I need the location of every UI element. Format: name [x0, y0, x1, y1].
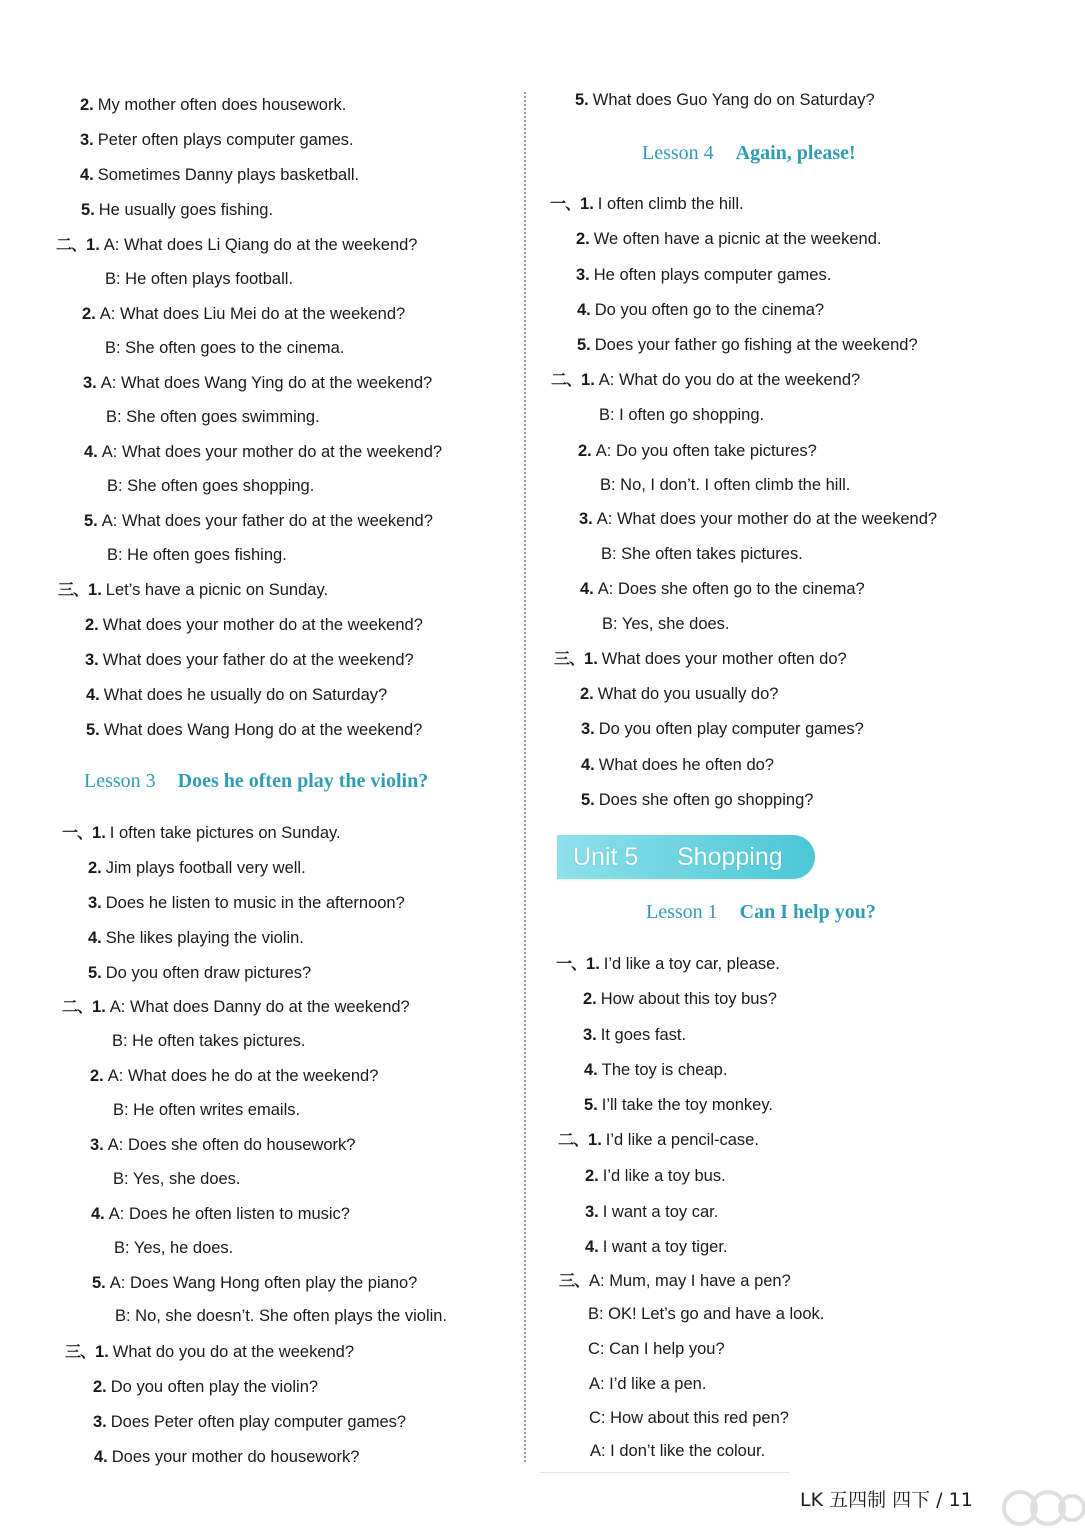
unit-title: Shopping [677, 843, 783, 871]
answer-line: B: He often plays football. [105, 270, 294, 288]
watermark-logo-icon [1000, 1480, 1085, 1536]
answer-line: B: She often goes to the cinema. [105, 339, 345, 357]
column-divider [524, 92, 526, 1462]
answer-line: 3. A: What does your mother do at the weekend? [579, 510, 938, 528]
answer-line: 5. Does she often go shopping? [581, 791, 814, 809]
answer-line: 3. Does he listen to music in the afternoon? [88, 894, 405, 912]
answer-line: 4. A: Does she often go to the cinema? [580, 580, 865, 598]
answer-line: 4. Do you often go to the cinema? [577, 301, 825, 319]
answer-line: 5. A: What does your father do at the weekend? [84, 512, 433, 530]
answer-line: 5. A: Does Wang Hong often play the piano? [92, 1274, 418, 1292]
section-line: 一、1. I often climb the hill. [550, 194, 744, 213]
answer-line: 3. A: What does Wang Ying do at the weekend? [83, 374, 433, 392]
section-line: 二、1. A: What does Li Qiang do at the weekend? [56, 235, 418, 254]
answer-line: 2. We often have a picnic at the weekend. [576, 230, 882, 248]
answer-line: B: Yes, she does. [602, 615, 730, 633]
answer-line: 4. Does your mother do housework? [94, 1448, 360, 1466]
answer-line: C: Can I help you? [588, 1340, 725, 1358]
answer-line: 2. How about this toy bus? [583, 990, 777, 1008]
answer-line: 2. Jim plays football very well. [88, 859, 306, 877]
answer-line: 2. I’d like a toy bus. [585, 1167, 726, 1185]
lesson-4-heading: Lesson 4 Again, please! [642, 142, 856, 164]
section-line: 一、1. I’d like a toy car, please. [556, 954, 780, 973]
answer-line: 3. Does Peter often play computer games? [93, 1413, 407, 1431]
answer-line: 2. Do you often play the violin? [93, 1378, 319, 1396]
answer-line: 2. My mother often does housework. [80, 96, 347, 114]
answer-line: 5. Does your father go fishing at the weekend? [577, 336, 918, 354]
answer-line: 4. What does he often do? [581, 756, 774, 774]
answer-line: 4. She likes playing the violin. [88, 929, 304, 947]
answer-line: B: She often goes swimming. [106, 408, 320, 426]
unit-label: Unit 5 [573, 843, 639, 871]
answer-line: B: Yes, she does. [113, 1170, 241, 1188]
answer-line: 2. What does your mother do at the weekend? [85, 616, 423, 634]
answer-line: B: He often writes emails. [113, 1101, 301, 1119]
answer-line: 3. Peter often plays computer games. [80, 131, 354, 149]
answer-line: 4. A: Does he often listen to music? [91, 1205, 350, 1223]
answer-line: B: He often takes pictures. [112, 1032, 306, 1050]
answer-line: B: I often go shopping. [599, 406, 765, 424]
page-footer: LK 五四制 四下 / 11 [800, 1489, 973, 1511]
answer-line: C: How about this red pen? [589, 1409, 789, 1427]
answer-line: B: She often takes pictures. [601, 545, 803, 563]
answer-line: 2. What do you usually do? [580, 685, 779, 703]
section-line: 二、1. A: What does Danny do at the weekend? [62, 997, 410, 1016]
answer-line: 3. Do you often play computer games? [581, 720, 864, 738]
bottom-rule [540, 1472, 790, 1473]
answer-line: 4. I want a toy tiger. [585, 1238, 728, 1256]
answer-line: 4. What does he usually do on Saturday? [86, 686, 388, 704]
section-line: 三、1. What does your mother often do? [554, 649, 847, 668]
unit-5-banner [557, 835, 815, 879]
answer-line: B: OK! Let’s go and have a look. [588, 1305, 825, 1323]
lesson-3-heading: Lesson 3 Does he often play the violin? [84, 770, 429, 792]
answer-line: B: She often goes shopping. [107, 477, 315, 495]
answer-line: 2. A: What does he do at the weekend? [90, 1067, 379, 1085]
answer-line: 3. I want a toy car. [585, 1203, 719, 1221]
section-line: 二、1. A: What do you do at the weekend? [551, 370, 861, 389]
answer-line: 3. What does your father do at the weekend? [85, 651, 414, 669]
answer-line: B: No, she doesn’t. She often plays the violin. [115, 1307, 448, 1325]
answer-line: 5. What does Wang Hong do at the weekend? [86, 721, 423, 739]
section-line: 三、1. Let’s have a picnic on Sunday. [58, 580, 329, 599]
section-line: 一、1. I often take pictures on Sunday. [62, 823, 341, 842]
answer-line: 5. He usually goes fishing. [81, 201, 274, 219]
answer-line: 5. I’ll take the toy monkey. [584, 1096, 773, 1114]
answer-line: 3. He often plays computer games. [576, 266, 832, 284]
section-line: 二、1. I’d like a pencil-case. [558, 1130, 759, 1149]
answer-line: B: No, I don’t. I often climb the hill. [600, 476, 851, 494]
answer-line: 2. A: Do you often take pictures? [578, 442, 817, 460]
answer-line: 4. A: What does your mother do at the weekend? [84, 443, 443, 461]
answer-line: 2. A: What does Liu Mei do at the weekend? [82, 305, 406, 323]
answer-line: 4. The toy is cheap. [584, 1061, 728, 1079]
answer-line: 5. What does Guo Yang do on Saturday? [575, 91, 875, 109]
answer-line: 4. Sometimes Danny plays basketball. [80, 166, 360, 184]
answer-line: B: He often goes fishing. [107, 546, 287, 564]
answer-line: A: I don’t like the colour. [590, 1442, 766, 1460]
answer-line: 3. It goes fast. [583, 1026, 687, 1044]
lesson-1-heading: Lesson 1 Can I help you? [646, 901, 876, 923]
section-line: 三、A: Mum, may I have a pen? [559, 1271, 791, 1290]
answer-line: B: Yes, he does. [114, 1239, 234, 1257]
answer-line: 5. Do you often draw pictures? [88, 964, 312, 982]
answer-line: 3. A: Does she often do housework? [90, 1136, 356, 1154]
answer-line: A: I’d like a pen. [589, 1375, 707, 1393]
section-line: 三、1. What do you do at the weekend? [65, 1342, 355, 1361]
